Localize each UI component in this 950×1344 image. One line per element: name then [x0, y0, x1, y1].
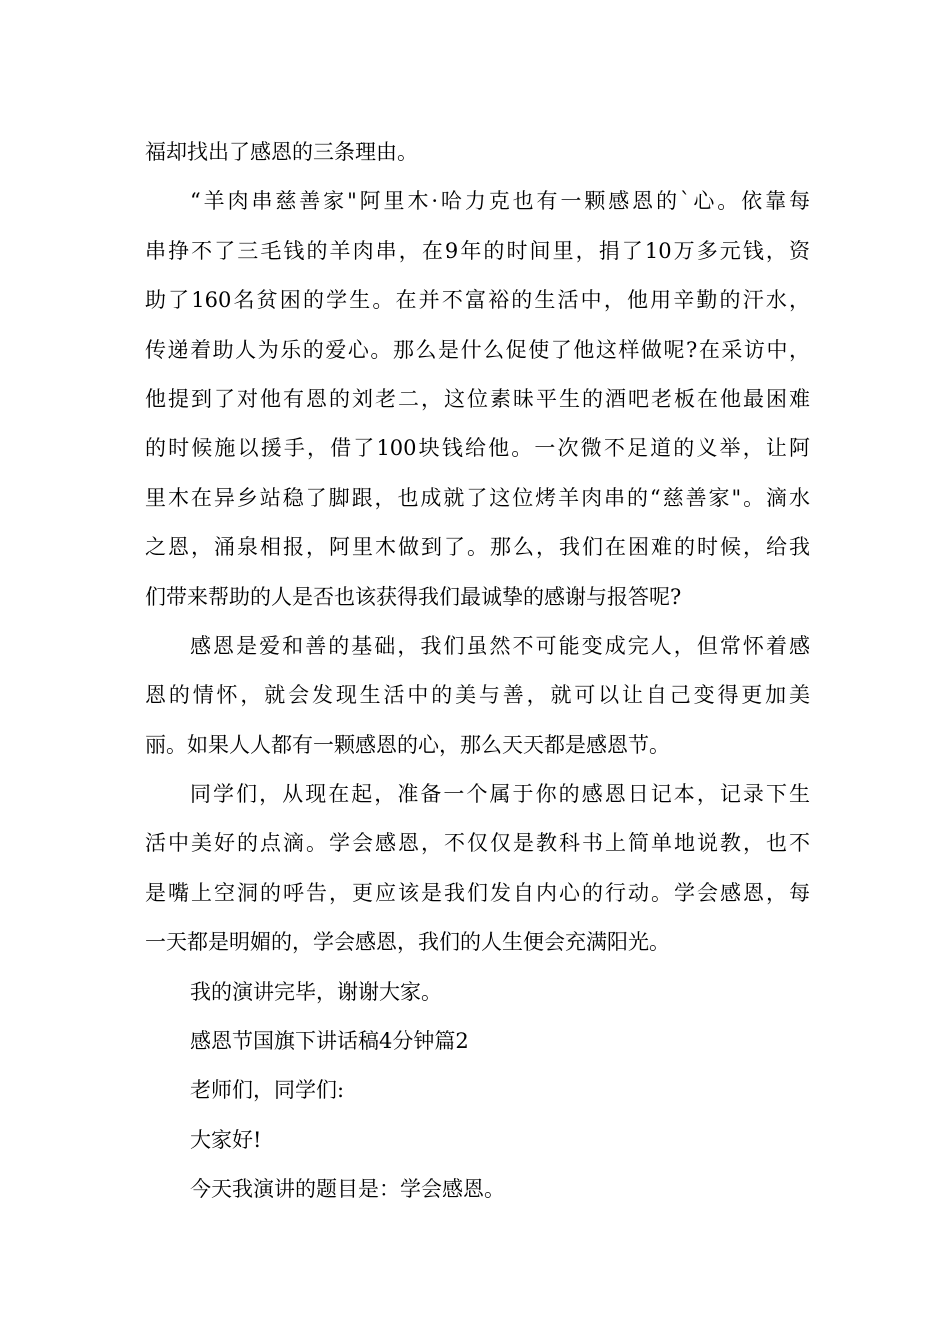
paragraph-line: 的时候施以援手，借了100块钱给他。一次微不足道的义举，让阿: [145, 436, 810, 461]
section-heading: 感恩节国旗下讲话稿4分钟篇2: [190, 1029, 469, 1054]
paragraph-line: 助了160名贫困的学生。在并不富裕的生活中，他用辛勤的汗水，: [145, 288, 810, 313]
paragraph-line: 是嘴上空洞的呼告，更应该是我们发自内心的行动。学会感恩，每: [145, 880, 810, 905]
greeting-line: 大家好!: [190, 1127, 262, 1152]
paragraph-line: 之恩，涌泉相报，阿里木做到了。那么，我们在困难的时候，给我: [145, 535, 810, 560]
paragraph-line: 一天都是明媚的，学会感恩，我们的人生便会充满阳光。: [145, 930, 670, 955]
paragraph-line: 串挣不了三毛钱的羊肉串，在9年的时间里，捐了10万多元钱，资: [145, 238, 810, 263]
salutation-line: 老师们，同学们:: [190, 1078, 345, 1103]
paragraph-line: 福却找出了感恩的三条理由。: [145, 140, 418, 164]
paragraph-line: “羊肉串慈善家"阿里木·哈力克也有一颗感恩的`心。依靠每: [190, 189, 810, 214]
paragraph-line: 里木在异乡站稳了脚跟，也成就了这位烤羊肉串的“慈善家"。滴水: [145, 485, 810, 510]
paragraph-line: 活中美好的点滴。学会感恩，不仅仅是教科书上简单地说教，也不: [145, 831, 810, 856]
topic-line: 今天我演讲的题目是：学会感恩。: [190, 1177, 505, 1202]
paragraph-line: 我的演讲完毕，谢谢大家。: [190, 979, 442, 1004]
paragraph-line: 他提到了对他有恩的刘老二，这位素昧平生的酒吧老板在他最困难: [145, 386, 810, 411]
paragraph-line: 恩的情怀，就会发现生活中的美与善，就可以让自己变得更加美: [145, 683, 810, 708]
paragraph-line: 同学们，从现在起，准备一个属于你的感恩日记本，记录下生: [190, 782, 810, 807]
paragraph-line: 丽。如果人人都有一颗感恩的心，那么天天都是感恩节。: [145, 732, 670, 757]
paragraph-line: 感恩是爱和善的基础，我们虽然不可能变成完人，但常怀着感: [190, 633, 810, 658]
document-body: [145, 128, 810, 1215]
paragraph-line: 们带来帮助的人是否也该获得我们最诚挚的感谢与报答呢?: [145, 584, 682, 609]
paragraph-line: 传递着助人为乐的爱心。那么是什么促使了他这样做呢?在采访中，: [145, 337, 810, 362]
